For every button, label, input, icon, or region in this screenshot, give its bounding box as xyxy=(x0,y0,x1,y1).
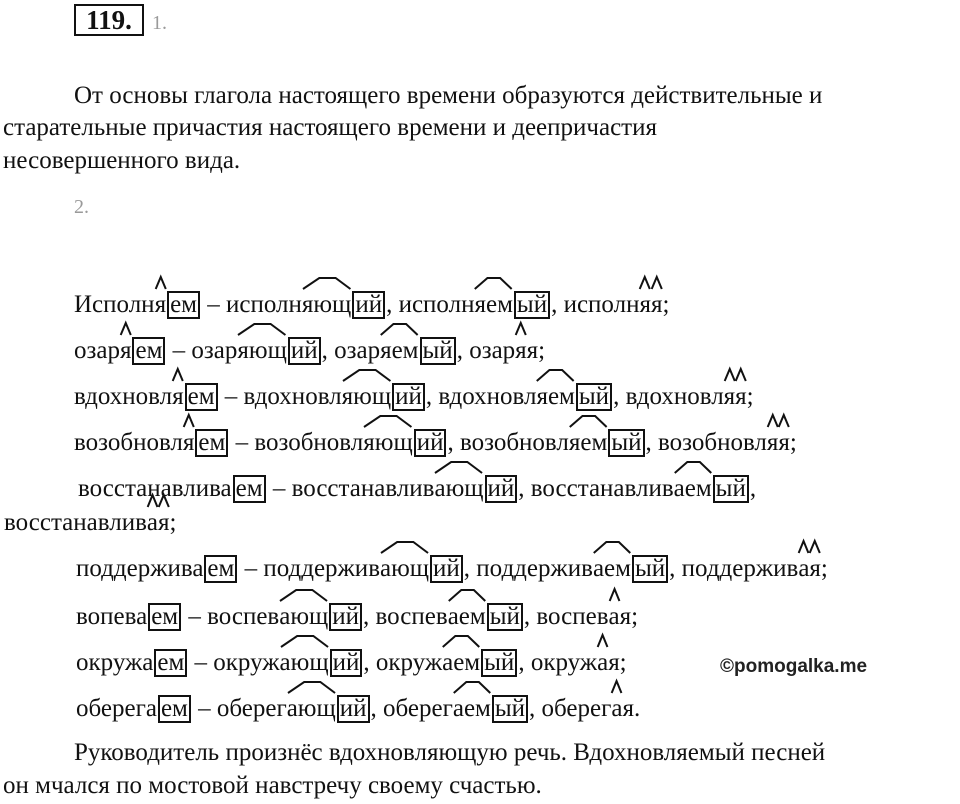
ending-mark: ем xyxy=(195,429,228,457)
word-row xyxy=(76,602,638,632)
suffix-mark: ающ xyxy=(434,474,483,504)
suffix-arc-icon xyxy=(609,588,620,602)
ending-mark: ий xyxy=(329,603,362,631)
suffix-arc-icon xyxy=(380,540,429,554)
word-text: я; xyxy=(619,603,639,630)
ending-mark: ый xyxy=(514,291,550,319)
suffix-arc-icon xyxy=(448,588,486,602)
ending-mark: ем xyxy=(148,603,181,631)
ending-mark: ый xyxy=(492,695,528,723)
ending-mark: ый xyxy=(481,649,517,677)
suffix-arc-icon xyxy=(809,540,821,554)
suffix-mark: я xyxy=(778,428,790,458)
suffix-mark: я xyxy=(735,382,747,412)
closing-line-1: Руководитель произнёс вдохновляющую речь. Вдохновляемый песней xyxy=(74,739,826,766)
ending-mark: ий xyxy=(392,383,425,411)
ending-mark: ый xyxy=(420,337,456,365)
rule-line-3: несовершенного вида. xyxy=(3,147,241,174)
part-2-label: 2. xyxy=(74,196,89,218)
word-text: , исполн xyxy=(386,291,475,318)
word-text: – восстанавлив xyxy=(266,475,435,502)
word-text: Исполн xyxy=(74,291,155,318)
word-text: , восстанавлив xyxy=(518,475,674,502)
suffix-mark: я xyxy=(809,554,821,584)
word-text: вопева xyxy=(76,603,148,630)
word-text: – оберег xyxy=(191,695,287,722)
suffix-mark: яющ xyxy=(237,336,286,366)
ending-mark: ий xyxy=(288,337,321,365)
suffix-mark: я xyxy=(183,428,195,458)
suffix-mark: аем xyxy=(674,474,712,504)
suffix-mark: яющ xyxy=(363,428,412,458)
suffix-mark: яем xyxy=(569,428,607,458)
ending-mark: ий xyxy=(430,555,463,583)
suffix-arc-icon xyxy=(172,368,184,382)
suffix-mark: я xyxy=(639,290,651,320)
word-row xyxy=(4,508,176,538)
word-text: , поддержив xyxy=(669,555,799,582)
word-text: я; xyxy=(608,649,627,676)
word-text: , оберег xyxy=(529,695,612,722)
ending-mark: ий xyxy=(414,429,447,457)
suffix-arc-icon xyxy=(363,414,412,428)
word-text: возобновл xyxy=(74,429,183,456)
word-row xyxy=(74,428,797,458)
word-text: – поддержив xyxy=(238,555,380,582)
ending-mark: ый xyxy=(713,475,749,503)
suffix-arc-icon xyxy=(380,322,418,336)
word-text: ; xyxy=(169,509,177,536)
suffix-arc-icon xyxy=(735,368,747,382)
suffix-mark: аем xyxy=(448,602,486,632)
suffix-mark: а xyxy=(147,508,158,538)
suffix-arc-icon xyxy=(434,460,483,474)
word-text: – возобновл xyxy=(229,429,364,456)
suffix-mark: я xyxy=(651,290,663,320)
word-text: – озар xyxy=(166,337,238,364)
closing-line-2: он мчался по мостовой навстречу своему счастью. xyxy=(3,772,542,799)
suffix-mark: я xyxy=(158,508,170,538)
word-row xyxy=(78,474,756,504)
ending-mark: ем xyxy=(204,555,237,583)
ending-mark: ем xyxy=(158,695,191,723)
ending-mark: ый xyxy=(487,603,523,631)
word-row xyxy=(74,336,545,366)
word-text: ; xyxy=(746,383,754,410)
word-text: , поддержив xyxy=(463,555,593,582)
watermark: ©pomogalka.me xyxy=(720,656,868,677)
word-text: поддержива xyxy=(76,555,204,582)
word-row xyxy=(76,648,627,678)
word-row xyxy=(74,290,669,320)
suffix-mark: яющ xyxy=(342,382,391,412)
word-text: я; xyxy=(526,337,546,364)
suffix-mark: а xyxy=(597,648,608,678)
word-text: вдохновл xyxy=(74,383,173,410)
ending-mark: ий xyxy=(330,649,363,677)
suffix-arc-icon xyxy=(778,414,790,428)
suffix-arc-icon xyxy=(287,680,336,694)
ending-mark: ем xyxy=(233,475,266,503)
word-text: – воспев xyxy=(182,603,280,630)
word-text: , озар xyxy=(321,337,381,364)
ending-mark: ый xyxy=(576,383,612,411)
suffix-mark: я xyxy=(767,428,779,458)
suffix-arc-icon xyxy=(147,494,158,508)
ending-mark: ый xyxy=(632,555,668,583)
suffix-mark: ающ xyxy=(287,694,336,724)
ending-mark: ий xyxy=(337,695,370,723)
ending-mark: ем xyxy=(154,649,187,677)
suffix-arc-icon xyxy=(280,634,329,648)
suffix-arc-icon xyxy=(536,368,574,382)
suffix-arc-icon xyxy=(798,540,809,554)
suffix-mark: яем xyxy=(380,336,418,366)
suffix-mark: я xyxy=(172,382,184,412)
rule-line-2: старательные причастия настоящего времени и деепричастия xyxy=(3,114,657,141)
suffix-arc-icon xyxy=(453,680,491,694)
word-row xyxy=(76,694,640,724)
word-text: , возобновл xyxy=(447,429,569,456)
suffix-arc-icon xyxy=(569,414,607,428)
part-1-label: 1. xyxy=(152,12,167,34)
word-text: оберега xyxy=(76,695,157,722)
word-text: окружа xyxy=(76,649,154,676)
exercise-number: 119. xyxy=(74,4,144,36)
word-text: , xyxy=(749,475,757,502)
suffix-arc-icon xyxy=(442,634,480,648)
suffix-mark: ающ xyxy=(380,554,429,584)
suffix-arc-icon xyxy=(515,322,527,336)
word-text: восстанавлив xyxy=(4,509,147,536)
ending-mark: ем xyxy=(185,383,218,411)
suffix-mark: яем xyxy=(536,382,574,412)
ending-mark: ий xyxy=(485,475,518,503)
word-text: , воспев xyxy=(363,603,448,630)
word-text: – окруж xyxy=(188,649,280,676)
word-text: , окруж xyxy=(518,649,598,676)
suffix-arc-icon xyxy=(120,322,132,336)
suffix-mark: аем xyxy=(442,648,480,678)
suffix-arc-icon xyxy=(158,494,170,508)
suffix-mark: а xyxy=(609,602,620,632)
suffix-arc-icon xyxy=(724,368,736,382)
suffix-arc-icon xyxy=(639,276,651,290)
word-text: ; xyxy=(789,429,797,456)
word-text: ; xyxy=(820,555,828,582)
word-text: ; xyxy=(662,291,670,318)
suffix-arc-icon xyxy=(674,460,712,474)
suffix-arc-icon xyxy=(183,414,195,428)
word-row xyxy=(74,382,754,412)
ending-mark: ем xyxy=(167,291,200,319)
ending-mark: ий xyxy=(352,291,385,319)
word-text: , вдохновл xyxy=(425,383,537,410)
suffix-arc-icon xyxy=(155,276,167,290)
word-text: , вдохновл xyxy=(613,383,724,410)
suffix-arc-icon xyxy=(474,276,512,290)
word-text: озар xyxy=(74,337,120,364)
suffix-mark: яем xyxy=(474,290,512,320)
word-text: – вдохновл xyxy=(218,383,342,410)
suffix-mark: аем xyxy=(593,554,631,584)
suffix-arc-icon xyxy=(597,634,608,648)
suffix-mark: аем xyxy=(453,694,491,724)
suffix-mark: яющ xyxy=(302,290,351,320)
word-text: , окруж xyxy=(363,649,443,676)
word-text: , озар xyxy=(456,337,516,364)
suffix-arc-icon xyxy=(593,540,631,554)
word-text: – исполн xyxy=(200,291,302,318)
suffix-mark: а xyxy=(798,554,809,584)
word-text: я. xyxy=(622,695,641,722)
word-text: , исполн xyxy=(551,291,640,318)
suffix-mark: ающ xyxy=(280,648,329,678)
suffix-mark: я xyxy=(724,382,736,412)
suffix-mark: ающ xyxy=(279,602,328,632)
word-text: , оберег xyxy=(370,695,453,722)
word-text: , возобновл xyxy=(645,429,767,456)
word-text: восстанавлива xyxy=(78,475,232,502)
suffix-arc-icon xyxy=(279,588,328,602)
suffix-arc-icon xyxy=(342,368,391,382)
suffix-mark: я xyxy=(155,290,167,320)
suffix-arc-icon xyxy=(651,276,663,290)
suffix-mark: а xyxy=(611,694,622,724)
ending-mark: ем xyxy=(132,337,165,365)
rule-line-1: От основы глагола настоящего времени образуются действительные и xyxy=(74,82,823,109)
word-text: , воспев xyxy=(523,603,609,630)
word-row xyxy=(76,554,828,584)
suffix-arc-icon xyxy=(611,680,622,694)
ending-mark: ый xyxy=(608,429,644,457)
suffix-arc-icon xyxy=(767,414,779,428)
suffix-mark: я xyxy=(515,336,527,366)
suffix-mark: я xyxy=(120,336,132,366)
suffix-arc-icon xyxy=(302,276,351,290)
suffix-arc-icon xyxy=(237,322,286,336)
